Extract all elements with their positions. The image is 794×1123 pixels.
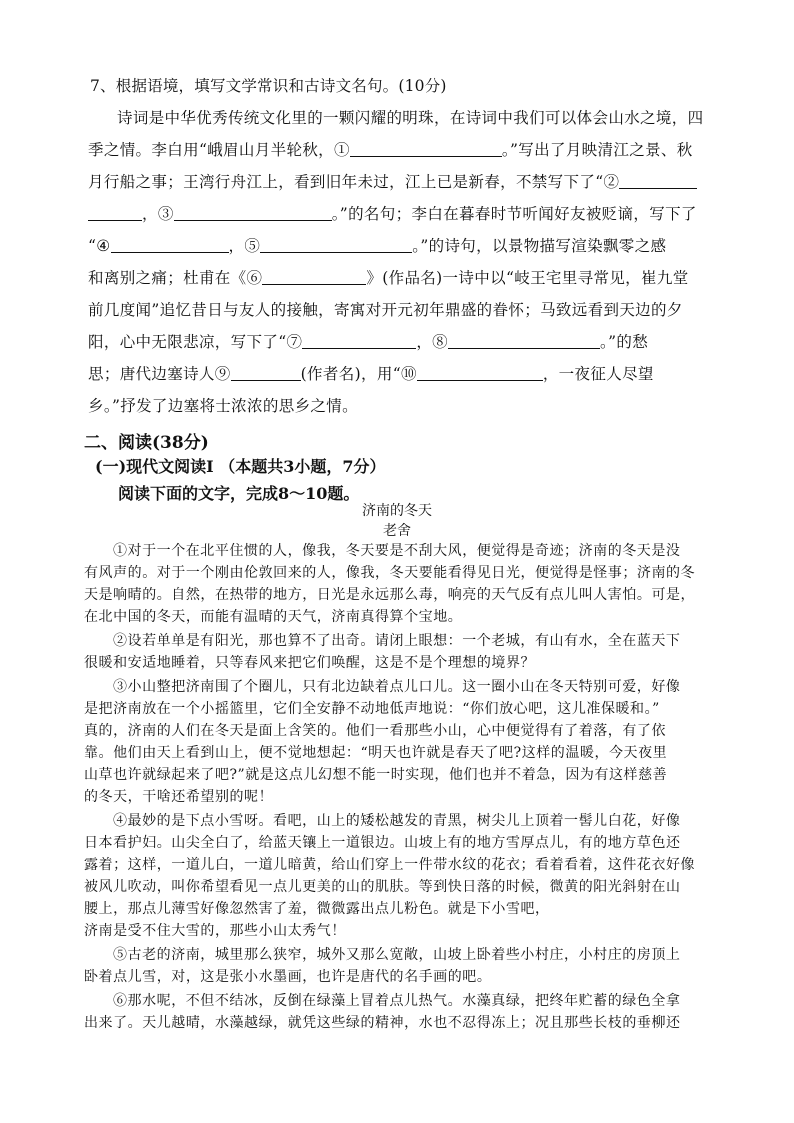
question-7-line — [88, 331, 718, 353]
question-7-line — [88, 299, 718, 321]
text-segment: 。”的诗句，以景物描写渲染飘零之感 — [412, 237, 667, 255]
question-7-line — [88, 171, 718, 193]
text-segment: 。”的愁 — [600, 333, 649, 351]
passage-line: 靠。他们由天上看到山上，便不觉地想起：“明天也许就是春天了吧?这样的温暖，今天夜里 — [84, 745, 668, 761]
passage-line: 腰上，那点儿薄雪好像忽然害了羞，微微露出点儿粉色。就是下小雪吧， — [84, 901, 550, 917]
answer-blank-9[interactable] — [231, 364, 301, 381]
text-segment: 前几度闻”追忆昔日与友人的接触，寄寓对开元初年鼎盛的眷怀；马致远看到天边的夕 — [88, 301, 683, 319]
text-segment: 季之情。李白用“峨眉山月半轮秋，① — [88, 141, 350, 159]
article-title: 济南的冬天 — [362, 503, 432, 519]
text-segment: 诗词是中华优秀传统文化里的一颗闪耀的明珠，在诗词中我们可以体会山水之境，四 — [117, 109, 704, 127]
answer-blank-7[interactable] — [302, 332, 416, 349]
passage-line: 是把济南放在一个小摇篮里，它们全安静不动地低声地说：“你们放心吧，这儿准保暖和。” — [84, 701, 660, 717]
answer-blank-5[interactable] — [260, 236, 412, 253]
passage-line: 日本看护妇。山尖全白了，给蓝天镶上一道银边。山坡上有的地方雪厚点儿，有的地方草色还 — [84, 835, 681, 851]
article-author: 老舍 — [383, 523, 411, 539]
passage-line: 山草也许就绿起来了吧?”就是这点儿幻想不能一时实现，他们也并不着急，因为有这样慈善 — [84, 767, 668, 783]
question-7-line — [88, 363, 718, 385]
text-segment: 。”写出了月映清江之景、秋 — [501, 141, 693, 159]
text-segment: 月行船之事；王湾行舟江上，看到旧年未过，江上已是新春，不禁写下了“② — [88, 173, 620, 191]
question-7-line — [88, 107, 714, 129]
question-7-line — [88, 267, 718, 289]
text-segment: 乡。”抒发了边塞将士浓浓的思乡之情。 — [88, 397, 358, 415]
passage-line: 在北中国的冬天，而能有温晴的天气，济南真得算个宝地。 — [84, 609, 463, 625]
text-segment: 。”的名句；李白在暮春时节听闻好友被贬谪，写下了 — [331, 205, 697, 223]
passage-line: ②设若单单是有阳光，那也算不了出奇。请闭上眼想：一个老城，有山有水，全在蓝天下 — [113, 633, 681, 649]
text-segment: ，一夜征人尽望 — [542, 365, 654, 383]
passage-line: ③小山整把济南围了个圈儿，只有北边缺着点儿口儿。这一圈小山在冬天特别可爱，好像 — [113, 679, 681, 695]
passage-line: 济南是受不住大雪的，那些小山太秀气！ — [84, 923, 346, 939]
passage-line: ⑥那水呢，不但不结冰，反倒在绿藻上冒着点儿热气。水藻真绿，把终年贮蓄的绿色全拿 — [113, 993, 681, 1009]
passage-line: ①对于一个在北平住惯的人，像我，冬天要是不刮大风，便觉得是奇迹；济南的冬天是没 — [113, 543, 681, 559]
answer-blank-10[interactable] — [417, 364, 543, 381]
text-segment: 和离别之痛；杜甫在《⑥ — [88, 269, 263, 287]
section-2-subtitle: (一)现代文阅读Ⅰ （本题共3小题，7分） — [95, 457, 386, 476]
answer-blank-3[interactable] — [174, 204, 332, 221]
text-segment: ，③ — [142, 205, 174, 223]
text-segment: (作者名)，用“⑩ — [300, 365, 417, 383]
passage-line: 天是响晴的。自然，在热带的地方，日光是永远那么毒，响亮的天气反有点儿叫人害怕。可是， — [84, 587, 696, 603]
passage-line: 被风儿吹动，叫你希望看见一点儿更美的山的肌肤。等到快日落的时候，微黄的阳光斜射在山 — [84, 879, 681, 895]
question-7-line — [88, 203, 718, 225]
text-segment: 阳，心中无限悲凉，写下了“⑦ — [88, 333, 303, 351]
question-7-line — [88, 235, 718, 257]
question-7-line — [88, 395, 718, 417]
passage-line: ④最妙的是下点小雪呀。看吧，山上的矮松越发的青黑，树尖儿上顶着一髻儿白花，好像 — [113, 813, 681, 829]
text-segment: ，⑧ — [416, 333, 449, 351]
answer-blank-2a[interactable] — [619, 172, 697, 189]
answer-blank-6[interactable] — [262, 268, 366, 285]
passage-line: 有风声的。对于一个刚由伦敦回来的人，像我，冬天要能看得见日光，便觉得是怪事；济南的冬 — [84, 565, 696, 581]
passage-line: 的冬天，干啥还希望别的呢！ — [84, 789, 274, 805]
answer-blank-8[interactable] — [448, 332, 600, 349]
text-segment: “④ — [88, 237, 111, 255]
passage-line: 真的，济南的人们在冬天是面上含笑的。他们一看那些小山，心中便觉得有了着落，有了依 — [84, 723, 666, 739]
passage-line: 出来了。天儿越晴，水藻越绿，就凭这些绿的精神，水也不忍得冻上；况且那些长枝的垂柳还 — [84, 1015, 681, 1031]
text-segment: 》(作品名)一诗中以“岐王宅里寻常见，崔九堂 — [366, 269, 689, 287]
passage-line: 卧着点儿雪，对，这是张小水墨画，也许是唐代的名手画的吧。 — [84, 969, 492, 985]
question-7-line — [88, 139, 718, 161]
answer-blank-4[interactable] — [111, 236, 229, 253]
answer-blank-2b[interactable] — [88, 204, 142, 221]
question-7-title: 7、根据语境，填写文学常识和古诗文名句。(10分) — [90, 77, 447, 95]
passage-line: 很暖和安适地睡着，只等春风来把它们唤醒，这是不是个理想的境界？ — [84, 655, 536, 671]
reading-instruction: 阅读下面的文字，完成8～10题。 — [118, 484, 360, 503]
section-2-title: 二、阅读(38分) — [84, 433, 209, 453]
answer-blank-1[interactable] — [350, 140, 502, 157]
text-segment: 思；唐代边塞诗人⑨ — [88, 365, 231, 383]
passage-line: 露着；这样，一道儿白，一道儿暗黄，给山们穿上一件带水纹的花衣；看着看着，这件花衣好像 — [84, 857, 696, 873]
text-segment: ，⑤ — [228, 237, 261, 255]
passage-line: ⑤古老的济南，城里那么狭窄，城外又那么宽敞，山坡上卧着些小村庄，小村庄的房顶上 — [113, 947, 681, 963]
